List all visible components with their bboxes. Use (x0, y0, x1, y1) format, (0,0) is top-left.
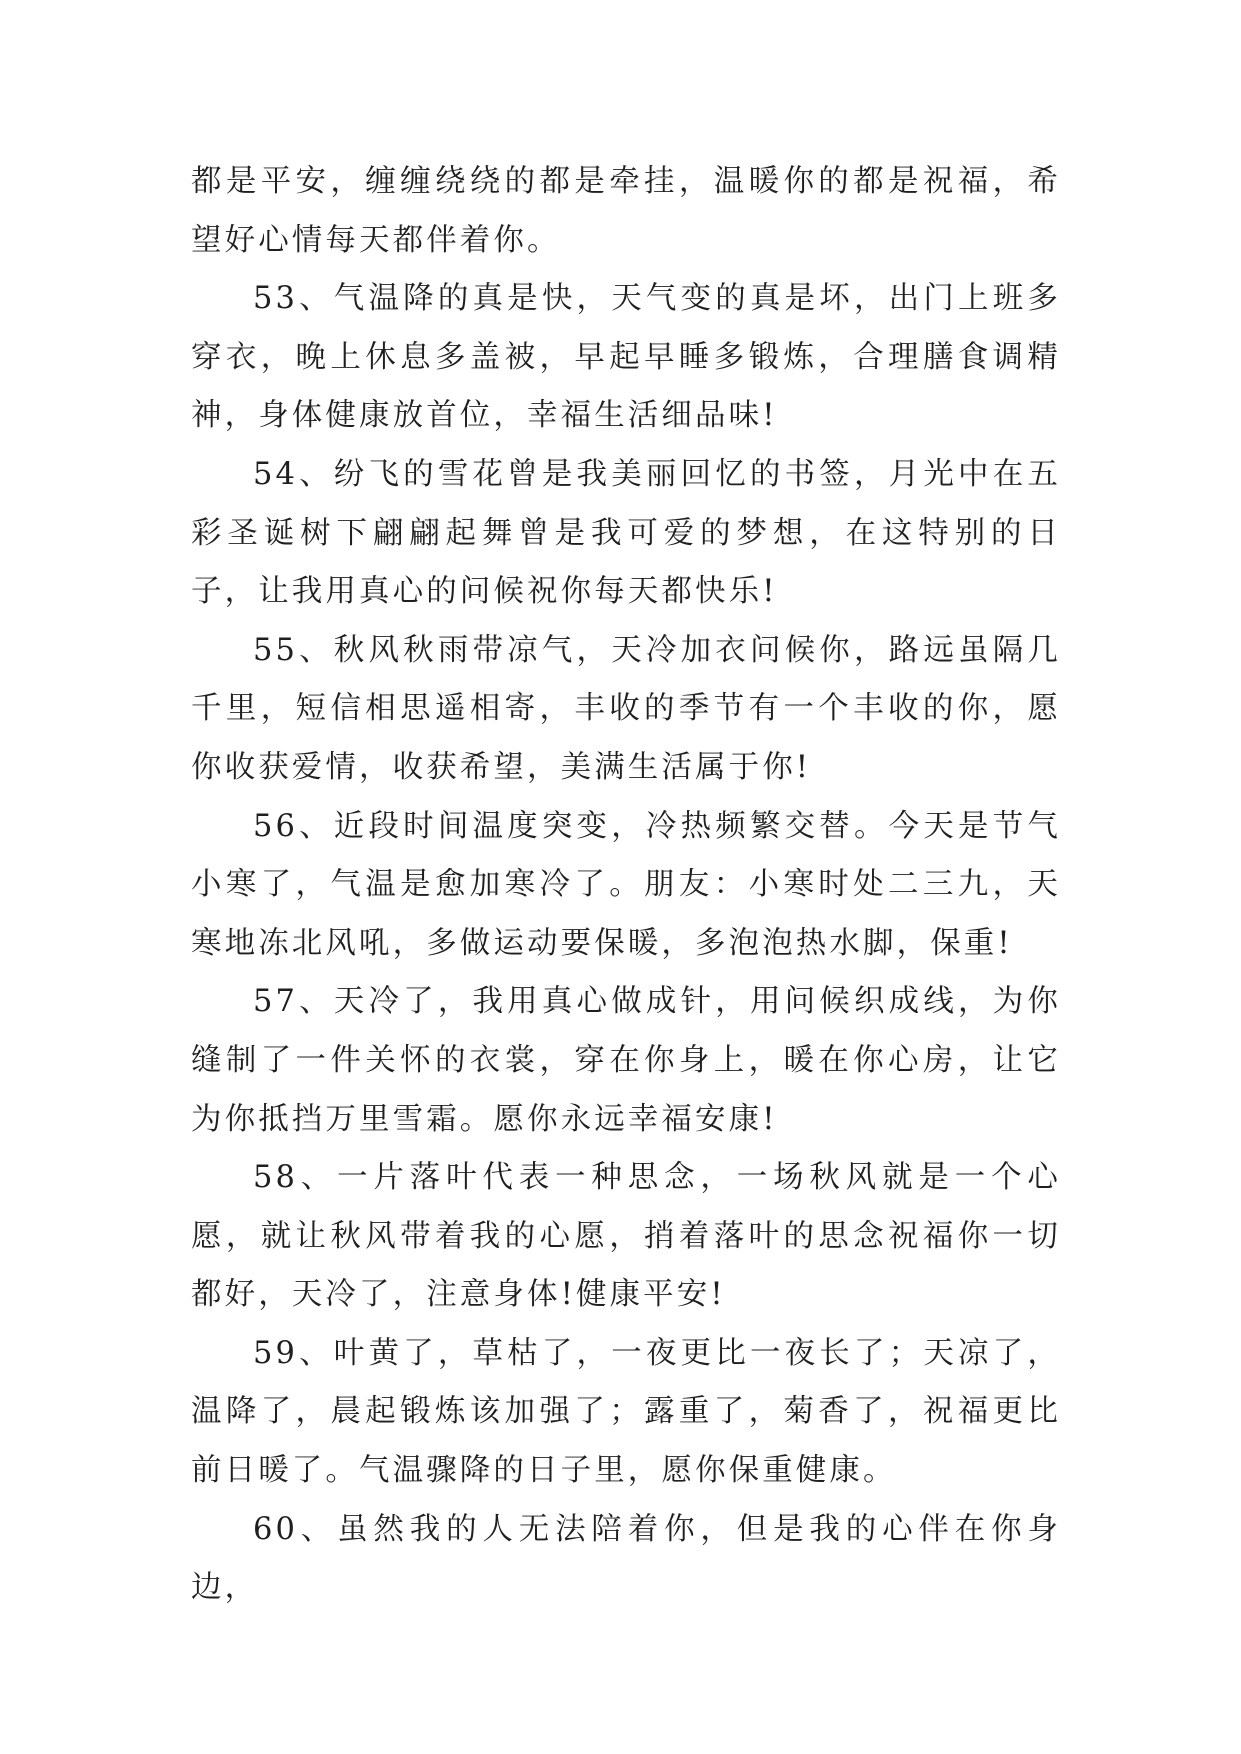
paragraph-56: 56、近段时间温度突变，冷热频繁交替。今天是节气小寒了，气温是愈加寒冷了。朋友：小寒时处二三九，天寒地冻北风吼，多做运动要保暖，多泡泡热水脚，保重! (191, 808, 1061, 961)
document-body (191, 153, 1061, 1618)
paragraph-53: 53、气温降的真是快，天气变的真是坏，出门上班多穿衣，晚上休息多盖被，早起早睡多锻炼，合理膳食调精神，身体健康放首位，幸福生活细品味! (191, 281, 1061, 434)
paragraph-55: 55、秋风秋雨带凉气，天冷加衣问候你，路远虽隔几千里，短信相思遥相寄，丰收的季节有一个丰收的你，愿你收获爱情，收获希望，美满生活属于你! (191, 632, 1061, 785)
paragraph-54: 54、纷飞的雪花曾是我美丽回忆的书签，月光中在五彩圣诞树下翩翩起舞曾是我可爱的梦想，在这特别的日子，让我用真心的问候祝你每天都快乐! (191, 456, 1061, 610)
paragraph-60: 60、虽然我的人无法陪着你，但是我的心伴在你身边， (191, 1511, 1061, 1606)
paragraph-continuation: 都是平安，缠缠绕绕的都是牵挂，温暖你的都是祝福，希望好心情每天都伴着你。 (191, 164, 1061, 258)
paragraph-58: 58、一片落叶代表一种思念，一场秋风就是一个心愿，就让秋风带着我的心愿，捎着落叶的思念祝福你一切都好，天冷了，注意身体!健康平安! (191, 1160, 1061, 1313)
paragraph-59: 59、叶黄了，草枯了，一夜更比一夜长了；天凉了，温降了，晨起锻炼该加强了；露重了，菊香了，祝福更比前日暖了。气温骤降的日子里，愿你保重健康。 (191, 1335, 1061, 1489)
paragraph-57: 57、天冷了，我用真心做成针，用问候织成线，为你缝制了一件关怀的衣裳，穿在你身上，暖在你心房，让它为你抵挡万里雪霜。愿你永远幸福安康! (191, 984, 1061, 1137)
